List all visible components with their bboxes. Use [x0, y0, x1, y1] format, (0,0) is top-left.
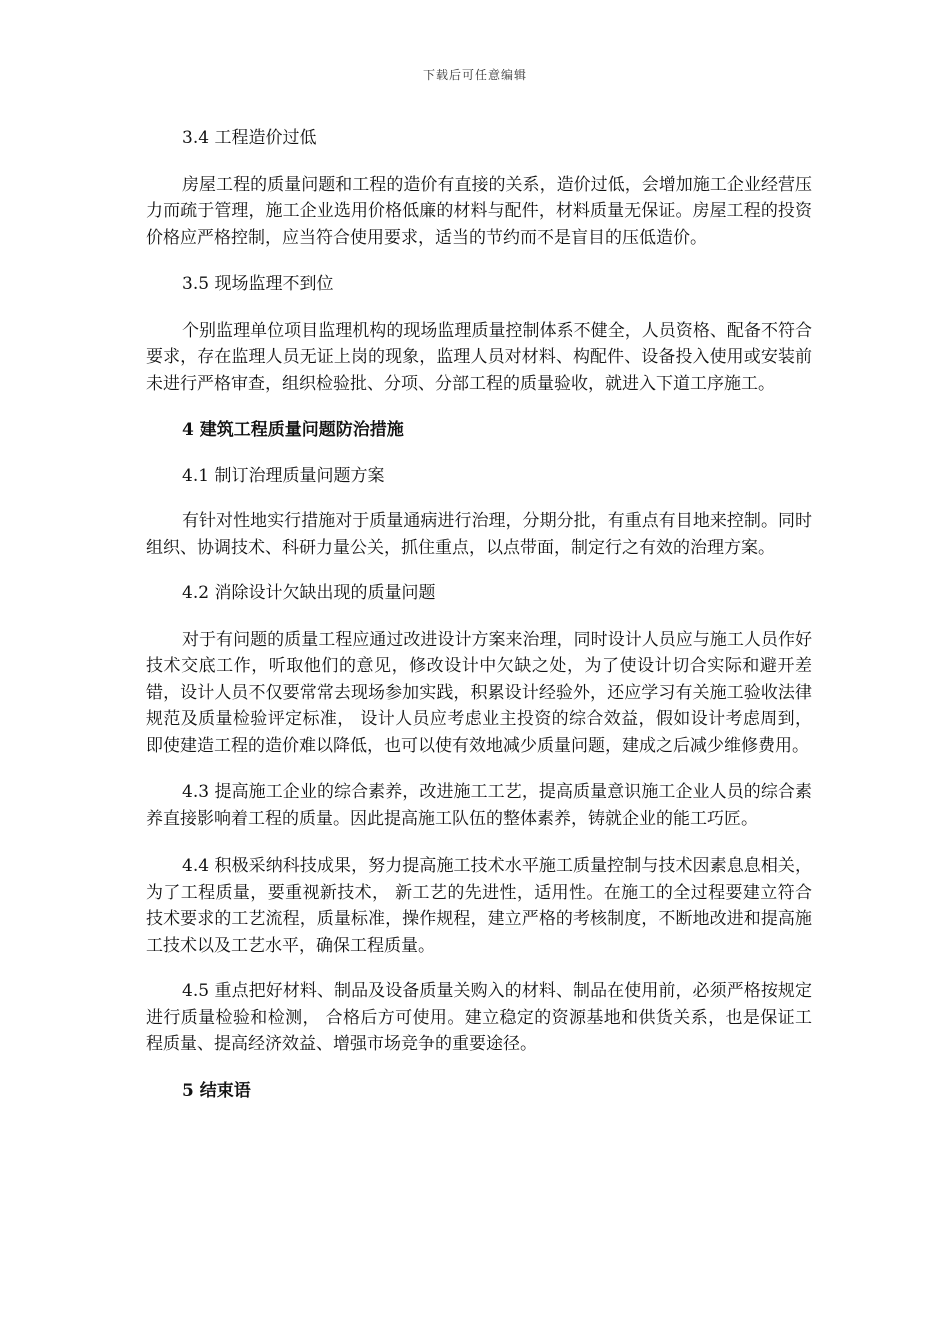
- paragraph-3-4: 房屋工程的质量问题和工程的造价有直接的关系，造价过低，会增加施工企业经营压力而疏于管理，施工企业选用价格低廉的材料与配件，材料质量无保证。房屋工程的投资价格应严格控制，应当符合使用要求，适当的节约而不是盲目的压低造价。: [146, 174, 812, 248]
- header-note: 下载后可任意编辑: [422, 68, 527, 82]
- paragraph-4-2: 对于有问题的质量工程应通过改进设计方案来治理，同时设计人员应与施工人员作好技术交底工作，听取他们的意见，修改设计中欠缺之处，为了使设计切合实际和避开差错，设计人员不仅要常常去现场参加实践，积累设计经验外，还应学习有关施工验收法律规范及质量检验评定标准， 设计人员应考虑业主投资的综合效益，假如设计考虑周到，即使建造工程的造价难以降低，也可以使有效地减少质量问题，建成之后减少维修费用。: [146, 629, 812, 756]
- paragraph-4-3: 4.3 提高施工企业的综合素养，改进施工工艺，提高质量意识施工企业人员的综合素养直接影响着工程的质量。因此提高施工队伍的整体素养，铸就企业的能工巧匠。: [146, 782, 812, 829]
- document-body: [146, 125, 812, 1104]
- subheading-4-1: 4.1 制订治理质量问题方案: [182, 465, 385, 486]
- subheading-3-4: 3.4 工程造价过低: [182, 128, 317, 148]
- paragraph-4-1: 有针对性地实行措施对于质量通病进行治理，分期分批，有重点有目地来控制。同时组织、协调技术、科研力量公关，抓住重点，以点带面，制定行之有效的治理方案。: [146, 511, 812, 558]
- paragraph-4-4: 4.4 积极采纳科技成果，努力提高施工技术水平施工质量控制与技术因素息息相关，为了工程质量，要重视新技术， 新工艺的先进性，适用性。在施工的全过程要建立符合技术要求的工艺流程，质量标准，操作规程，建立严格的考核制度，不断地改进和提高施工技术以及工艺水平，确保工程质量。: [146, 856, 812, 956]
- subheading-4-2: 4.2 消除设计欠缺出现的质量问题: [182, 583, 436, 603]
- paragraph-4-5: 4.5 重点把好材料、制品及设备质量关购入的材料、制品在使用前，必须严格按规定进行质量检验和检测， 合格后方可使用。建立稳定的资源基地和供货关系，也是保证工程质量、提高经济效益、增强市场竞争的重要途径。: [146, 981, 812, 1054]
- subheading-3-5: 3.5 现场监理不到位: [182, 274, 334, 294]
- heading-section-5: 5 结束语: [182, 1080, 251, 1101]
- heading-section-4: 4 建筑工程质量问题防治措施: [182, 420, 404, 440]
- paragraph-3-5: 个别监理单位项目监理机构的现场监理质量控制体系不健全，人员资格、配备不符合要求，存在监理人员无证上岗的现象，监理人员对材料、构配件、设备投入使用或安装前未进行严格审查，组织检验批、分项、分部工程的质量验收，就进入下道工序施工。: [146, 320, 812, 394]
